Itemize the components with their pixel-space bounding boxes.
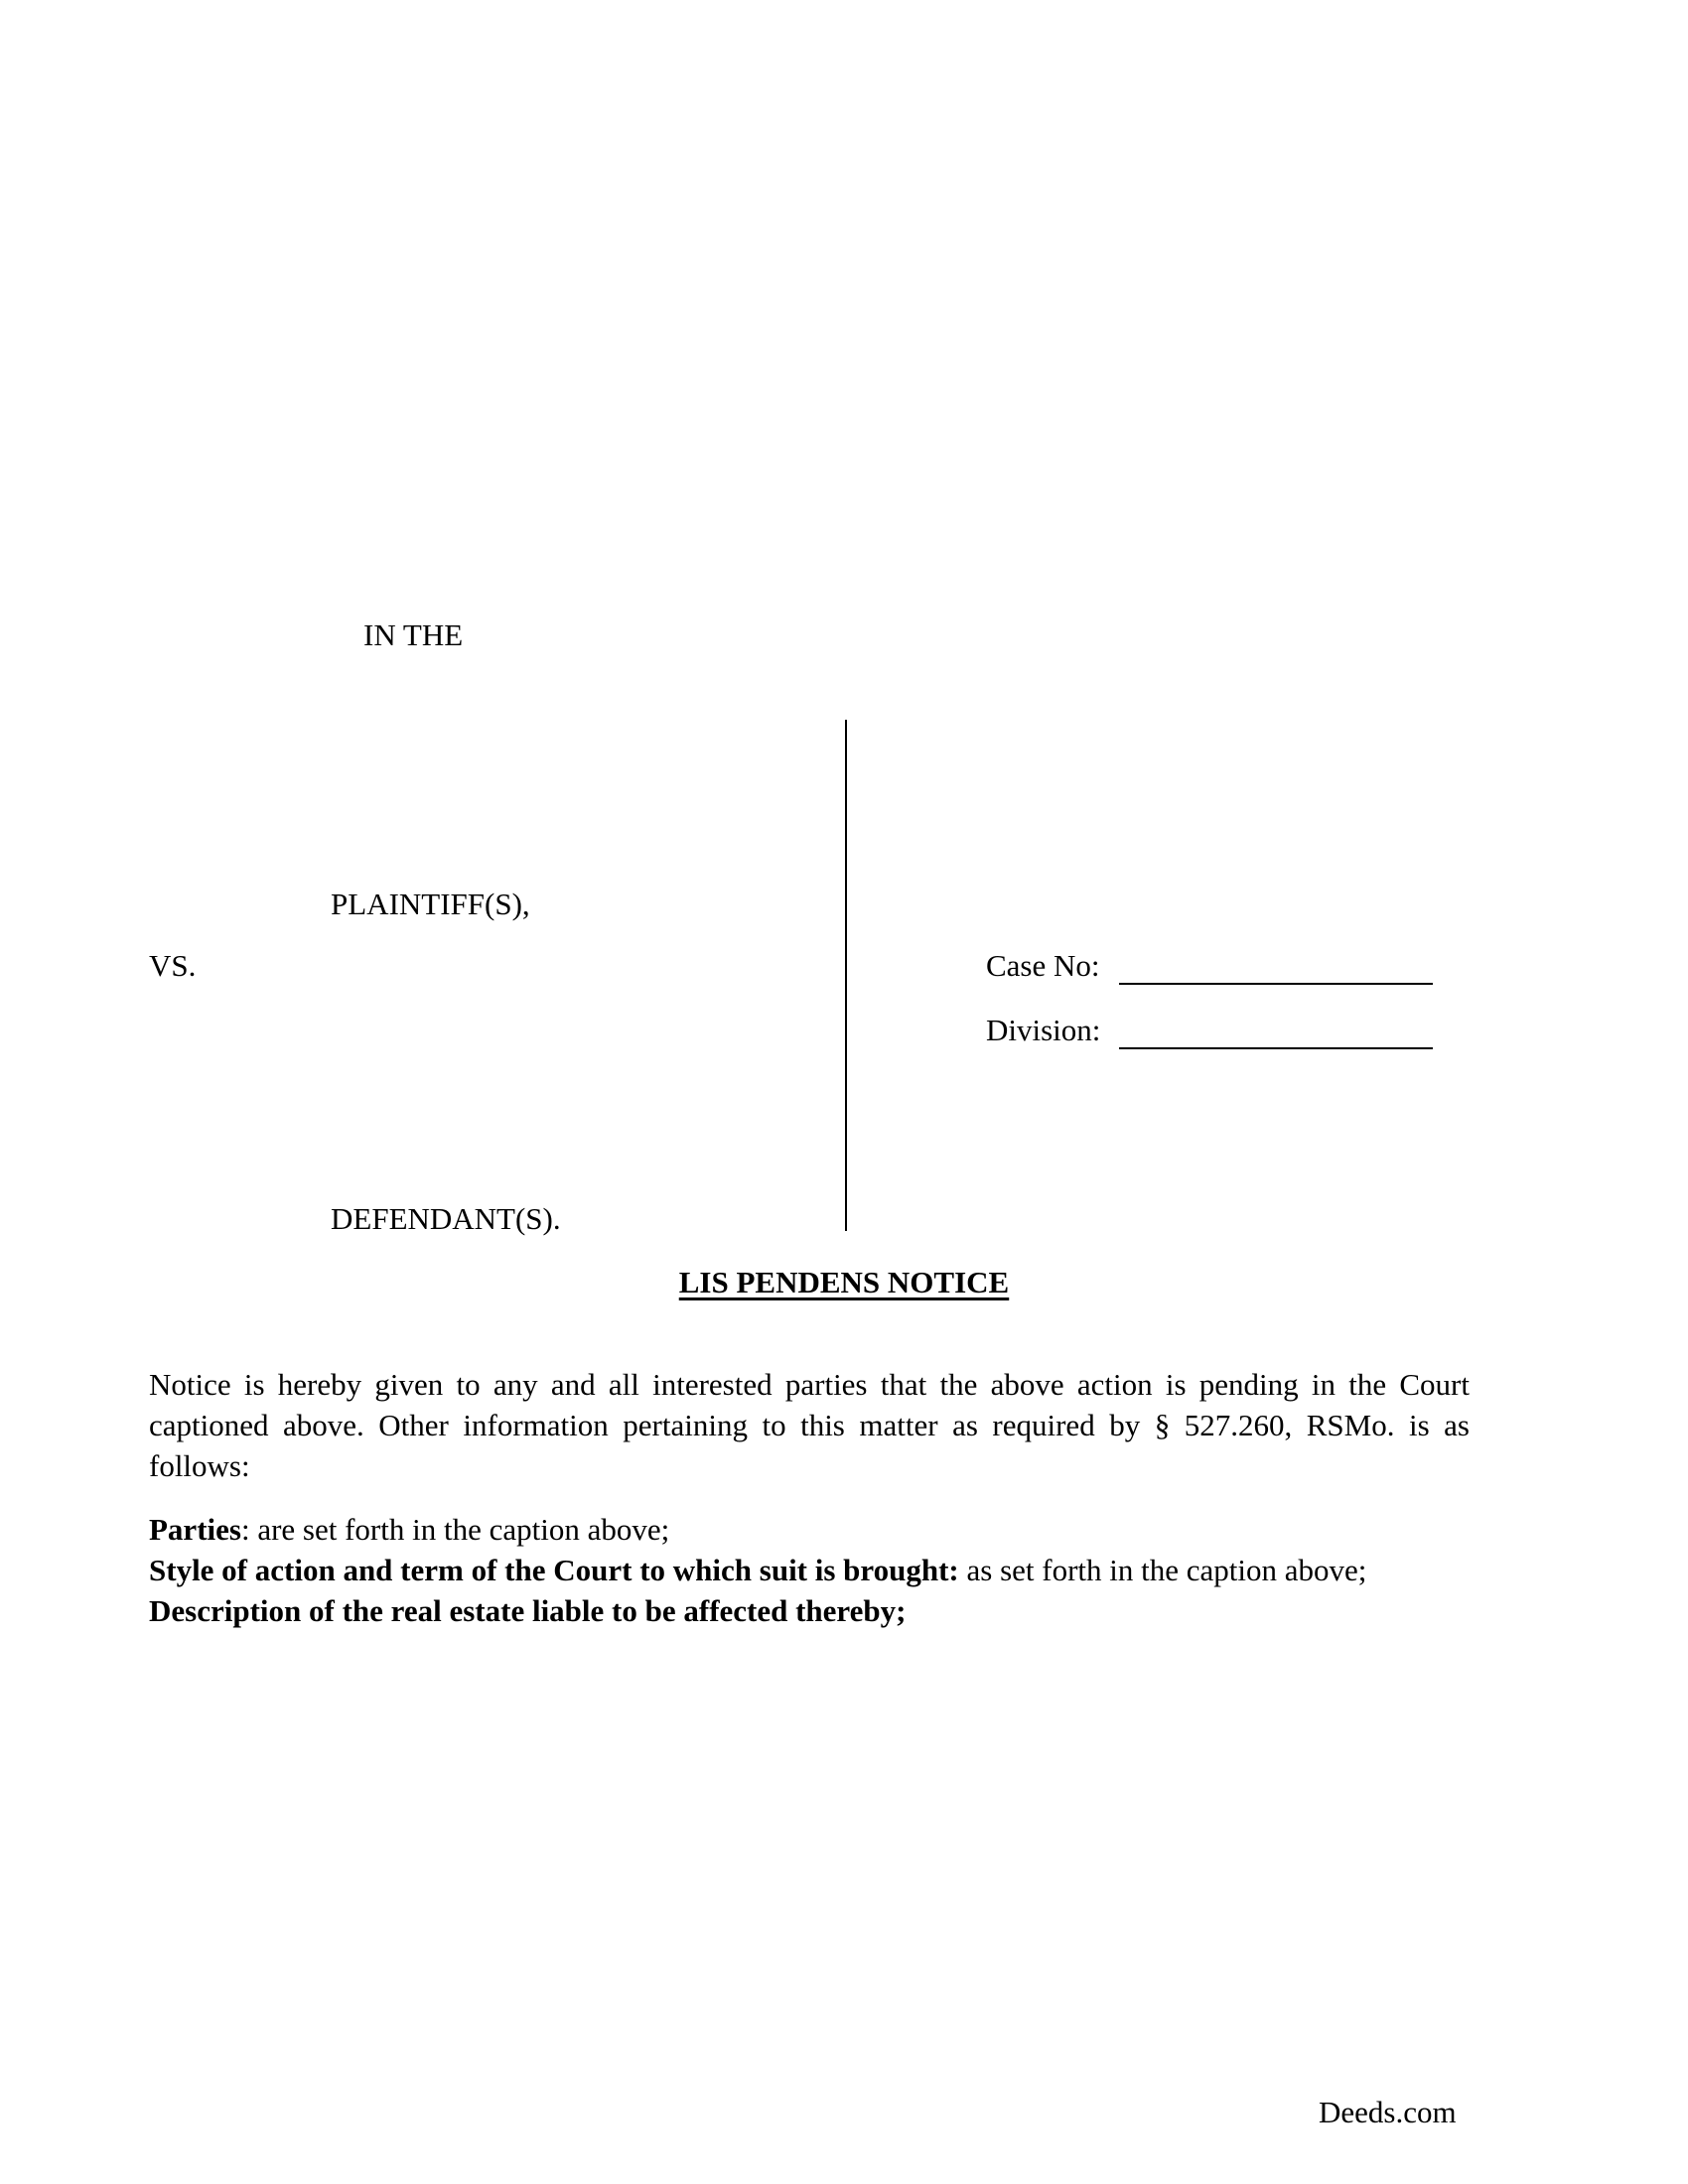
- notice-body: Notice is hereby given to any and all interested parties that the above action is pending in the Court captioned above. Other information pertaining to this matter as required by § 527.260, RSMo. is as follows:: [149, 1367, 1470, 1483]
- item-style-of-action: [149, 1550, 1539, 1590]
- item-parties-label: Parties: [149, 1512, 241, 1547]
- defendant-label: DEFENDANT(S).: [331, 1201, 561, 1236]
- item-description-label: Description of the real estate liable to be affected thereby;: [149, 1593, 907, 1628]
- division-label: Division:: [986, 1013, 1101, 1047]
- notice-title: [0, 1265, 1688, 1300]
- item-parties-text: : are set forth in the caption above;: [240, 1512, 670, 1547]
- division-blank[interactable]: [1119, 1047, 1433, 1049]
- versus-label: VS.: [149, 948, 197, 983]
- item-style-text: as set forth in the caption above;: [958, 1553, 1367, 1587]
- notice-title-text: LIS PENDENS NOTICE: [678, 1265, 1010, 1299]
- plaintiff-label: PLAINTIFF(S),: [331, 887, 530, 921]
- case-no-blank[interactable]: [1119, 983, 1433, 985]
- item-parties: [149, 1509, 1539, 1550]
- footer-brand: Deeds.com: [1319, 2095, 1457, 2129]
- case-no-label: Case No:: [986, 948, 1100, 983]
- item-description: [149, 1590, 1539, 1631]
- notice-items: [149, 1509, 1539, 1631]
- item-style-label: Style of action and term of the Court to which suit is brought:: [149, 1553, 959, 1587]
- caption-divider: [845, 720, 847, 1231]
- court-prefix: IN THE: [363, 617, 464, 652]
